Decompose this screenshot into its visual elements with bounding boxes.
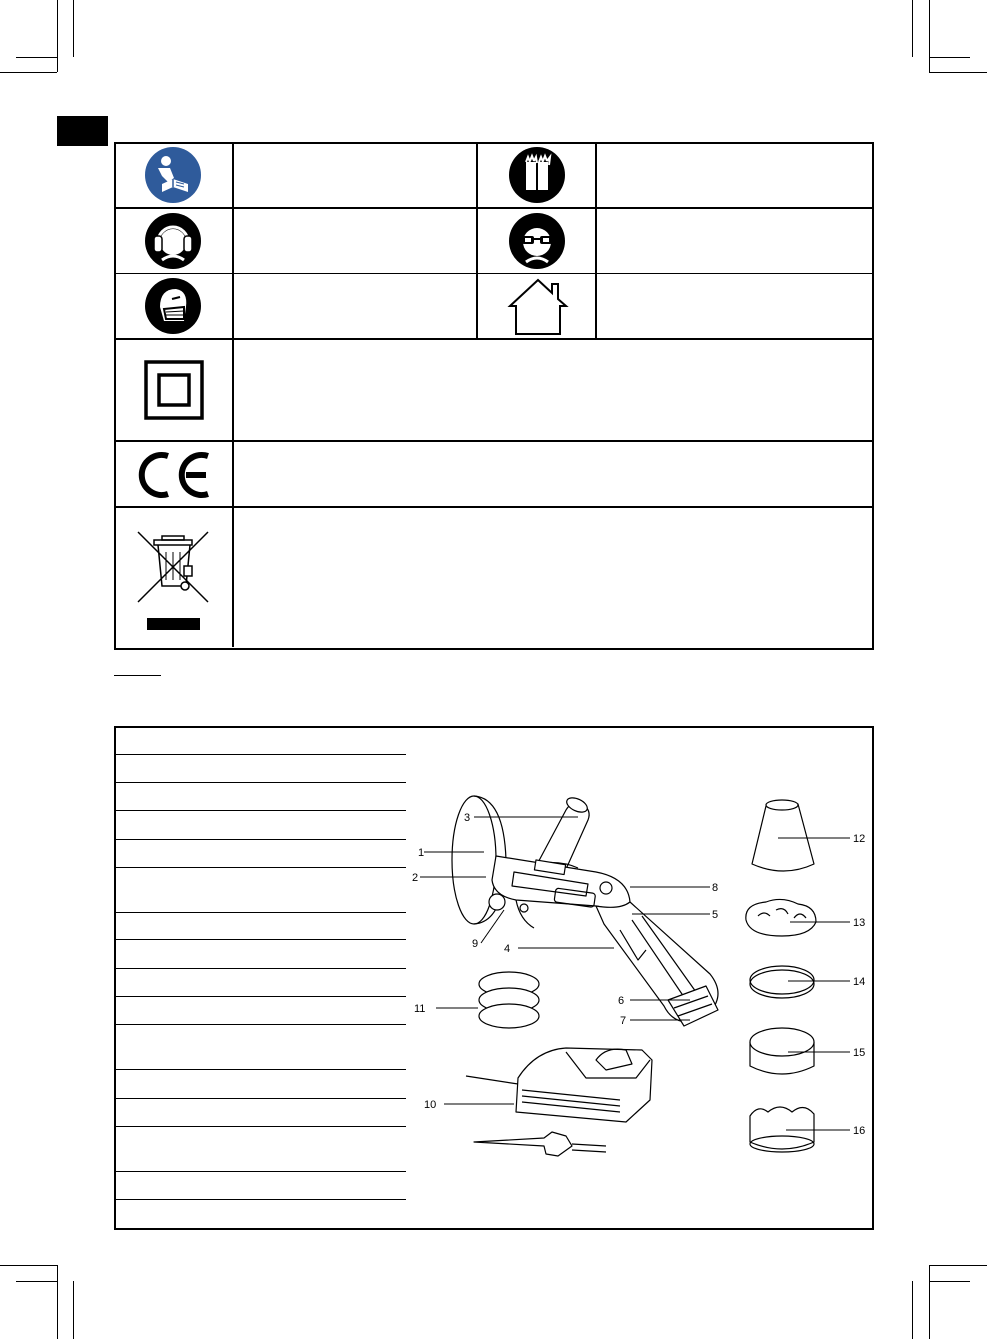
- callout-3: 3: [464, 812, 471, 824]
- read-manual-icon: [144, 146, 202, 204]
- parts-section-heading: [114, 660, 161, 676]
- indoor-use-house-icon: [506, 276, 570, 338]
- callout-6: 6: [618, 995, 625, 1007]
- perforated-pad-drawing: [750, 966, 814, 998]
- callout-15: 15: [853, 1047, 866, 1059]
- callout-14: 14: [853, 976, 866, 988]
- class-ii-double-insulation-icon: [144, 360, 204, 420]
- callout-9: 9: [472, 938, 479, 950]
- callout-8: 8: [712, 882, 719, 894]
- symbol-row-class-ii: [114, 340, 872, 440]
- crossed-out-wheelie-bin-icon: [136, 530, 210, 632]
- callout-7: 7: [620, 1015, 627, 1027]
- symbol-row-1: [114, 143, 872, 207]
- charger-drawing: [466, 1048, 652, 1156]
- callout-4: 4: [504, 943, 511, 955]
- symbol-row-weee: [114, 508, 872, 647]
- symbol-row-ce: [114, 442, 872, 506]
- callout-16: 16: [853, 1125, 866, 1137]
- callout-12: 12: [853, 833, 866, 845]
- language-tab: [57, 116, 108, 146]
- callout-11: 11: [414, 1003, 426, 1015]
- wear-gloves-icon: [508, 146, 566, 204]
- callout-5: 5: [712, 909, 719, 921]
- product-illustration: [406, 760, 866, 1200]
- flat-foam-pad-drawing: [750, 1028, 814, 1074]
- hearing-protection-icon: [144, 212, 202, 270]
- ce-mark-icon: [134, 448, 214, 502]
- eye-protection-icon: [508, 212, 566, 270]
- pad-stack-drawing: [479, 972, 539, 1028]
- symbol-row-3: [114, 274, 872, 338]
- symbol-row-2: [114, 209, 872, 273]
- callout-10: 10: [424, 1099, 437, 1111]
- callout-13: 13: [853, 917, 866, 929]
- wool-pad-drawing: [746, 899, 816, 936]
- callout-2: 2: [412, 872, 419, 884]
- dust-mask-icon: [144, 277, 202, 335]
- callout-1: 1: [418, 847, 425, 859]
- cone-pad-drawing: [752, 800, 814, 871]
